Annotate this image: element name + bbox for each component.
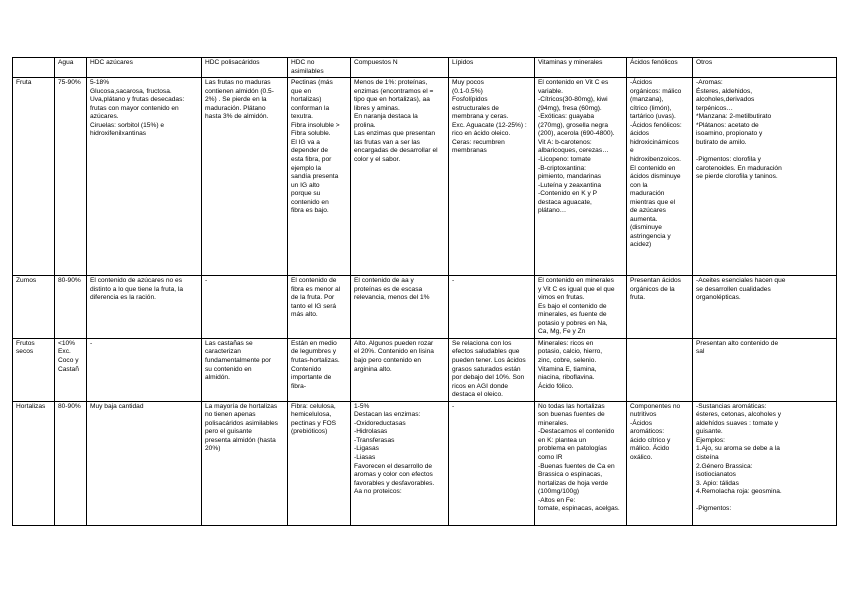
cell-line: Hortalizas xyxy=(16,402,46,410)
cell-line: membrana y ceras. xyxy=(452,113,509,121)
cell-line xyxy=(696,497,833,506)
header-cell-hdc-no-asimilables: HDC no asimilables xyxy=(288,58,351,78)
cell-line: isotiocianatos xyxy=(696,471,736,479)
cell-line: -Transferasas xyxy=(354,436,395,444)
cell-line: -Contenido en K y P xyxy=(538,190,598,198)
header-cell-otros: Otros xyxy=(693,58,837,78)
table-cell-fruta-vitaminas-minerales xyxy=(535,78,627,276)
cell-line: Brassica o espinacas, xyxy=(538,471,603,479)
cell-line: problema en patologías xyxy=(538,445,607,453)
table-cell-zumos-otros xyxy=(693,276,837,339)
cell-line: -Pigmentos: xyxy=(696,505,732,513)
table-cell-frutos-hdc-polisacaridos xyxy=(202,338,288,401)
cell-line: secos xyxy=(16,348,34,356)
table-cell-fruta-hdc-polisacaridos xyxy=(202,78,288,276)
cell-line: rico en ácido oleico. xyxy=(452,130,511,138)
cell-line: Muy pocos xyxy=(452,79,484,87)
cell-line: Alto. Algunos pueden rozar xyxy=(354,339,434,347)
cell-line: 80-90% xyxy=(58,277,81,285)
cell-line: acidez) xyxy=(630,241,652,249)
header-row xyxy=(13,58,837,78)
cell-line: Favorecen el desarrollo de xyxy=(354,462,433,470)
cell-line: Ácido fólico. xyxy=(538,382,574,390)
cell-line: Vitamina E, tiamina, xyxy=(538,365,597,373)
table-cell-zumos-acidos-fenolicos xyxy=(627,276,693,339)
cell-line: efectos saludables que xyxy=(452,348,520,356)
cell-line: enzimas (encontramos el = xyxy=(354,87,434,95)
header-cell-acidos-fenolicos: Ácidos fenólicos xyxy=(627,58,693,78)
cell-line xyxy=(630,340,689,349)
cell-line: El IG va a xyxy=(291,138,320,146)
cell-line: 20%) xyxy=(205,445,221,453)
table-cell-zumos-lipidos xyxy=(449,276,535,339)
cell-line: Muy baja cantidad xyxy=(90,402,144,410)
cell-line: hidroxicinámicos xyxy=(630,138,679,146)
cell-line: -Hidrolasas xyxy=(354,428,388,436)
cell-line: Uva,plátano y frutas desecadas: xyxy=(90,96,185,104)
cell-line: -Aceites esenciales hacen que xyxy=(696,277,786,285)
cell-line: -B-criptoxantina: xyxy=(538,164,587,172)
table-cell-frutos-hdc-azucares xyxy=(87,338,202,401)
header-cell-lipidos: Lípidos xyxy=(449,58,535,78)
cell-line: -Pigmentos: clorofila y xyxy=(696,156,761,164)
table-row-fruta xyxy=(13,78,837,276)
cell-line: variable. xyxy=(538,87,563,95)
cell-line: organolépticas. xyxy=(696,294,741,302)
cell-line: zinc, cobre, selenio. xyxy=(538,357,597,365)
cell-line: polisacáridos asimilables xyxy=(205,419,278,427)
table-cell-hortalizas-vitaminas-minerales xyxy=(535,401,627,525)
cell-line: El contenido en xyxy=(630,164,676,172)
cell-line: Coco y xyxy=(58,357,79,365)
table-cell-hortalizas-compuestos-n xyxy=(351,401,449,525)
cell-line: málico. Ácido xyxy=(630,445,670,453)
cell-line: 4.Remolacha roja: geosmina. xyxy=(696,488,782,496)
cell-line: 5-18% xyxy=(90,79,110,87)
cell-line: -Altos en Fe: xyxy=(538,496,576,504)
table-cell-zumos-hdc-polisacaridos xyxy=(202,276,288,339)
cell-line: pimiento, mandarinas xyxy=(538,173,602,181)
cell-line: de azúcares xyxy=(630,207,666,215)
cell-line: azúcares. xyxy=(90,113,119,121)
cell-line: proteínas es de escasa xyxy=(354,285,423,293)
cell-line: hasta 3% de almidón. xyxy=(205,113,269,121)
header-cell-empty xyxy=(13,58,55,78)
table-cell-fruta-hdc-no-asimilables xyxy=(288,78,351,276)
cell-line: orgánicos: málico xyxy=(630,87,682,95)
cell-line: potasio y pobres en Na, xyxy=(538,319,608,327)
cell-line: La mayoría de hortalizas xyxy=(205,402,278,410)
cell-line: frutas con mayor contenido en xyxy=(90,104,179,112)
cell-line: cisteína xyxy=(696,454,719,462)
cell-line: -Ácidos xyxy=(630,419,652,427)
cell-line xyxy=(696,147,833,156)
cell-line: Glucosa,sacarosa, fructosa. xyxy=(90,87,172,95)
table-cell-fruta-agua xyxy=(55,78,87,276)
table-cell-zumos-agua xyxy=(55,276,87,339)
cell-line: cítrico (limón), xyxy=(630,104,672,112)
cell-line: Componentes no xyxy=(630,402,681,410)
cell-line: -Buenas fuentes de Ca en xyxy=(538,462,615,470)
cell-line: más alto. xyxy=(291,311,318,319)
cell-line: -Liasas xyxy=(354,454,376,462)
cell-line: isoamino, propionato y xyxy=(696,130,763,138)
cell-line: 2.Género Brassica: xyxy=(696,462,753,470)
cell-line: El contenido de aa y xyxy=(354,277,414,285)
cell-line: Ciruelas: sorbitol (15%) e xyxy=(90,121,165,129)
cell-line: membranas xyxy=(452,147,487,155)
cell-line: -Ácidos xyxy=(630,79,652,87)
cell-line: - xyxy=(90,339,93,347)
table-cell-frutos-vitaminas-minerales xyxy=(535,338,627,401)
cell-line: hidroxibenzoicos. xyxy=(630,156,681,164)
cell-line: (200), acerola (690-4800). xyxy=(538,130,615,138)
cell-line: Fibra soluble. xyxy=(291,130,331,138)
cell-line: pero el guisante xyxy=(205,428,252,436)
table-row-frutos-secos xyxy=(13,338,837,401)
cell-line: plátano… xyxy=(538,207,567,215)
cell-line: -Destacamos el contenido xyxy=(538,428,615,436)
cell-line: distinto a lo que tiene la fruta, la xyxy=(90,285,184,293)
cell-line: pueden tener. Los ácidos xyxy=(452,357,526,365)
cell-line: caracterizan xyxy=(205,348,241,356)
cell-line: Fibra insoluble > xyxy=(291,121,340,129)
cell-line: Fruta xyxy=(16,79,32,87)
cell-line: alcoholes,derivados xyxy=(696,96,755,104)
cell-line: de legumbres y xyxy=(291,348,337,356)
cell-line: 75-90% xyxy=(58,79,81,87)
cell-line: -Cítricos(30-80mg), kiwi xyxy=(538,96,608,104)
cell-line: 80-90% xyxy=(58,402,81,410)
cell-line: pectinas y FOS xyxy=(291,419,337,427)
table-cell-fruta-lipidos xyxy=(449,78,535,276)
cell-line: tartárico (uvas). xyxy=(630,113,676,121)
table-cell-frutos-compuestos-n xyxy=(351,338,449,401)
cell-line: e xyxy=(630,147,634,155)
cell-line: orgánicos de la xyxy=(630,285,675,293)
cell-line: Las enzimas que presentan xyxy=(354,130,436,138)
cell-line: no tienen apenas xyxy=(205,411,256,419)
cell-line: aumenta. xyxy=(630,215,658,223)
cell-line: ésteres, cetonas, alcoholes y xyxy=(696,411,782,419)
cell-line: estructurales de xyxy=(452,104,499,112)
cell-line: ácidos xyxy=(630,130,650,138)
cell-line: ricos en AGI donde xyxy=(452,382,509,390)
cell-line: Están en medio xyxy=(291,339,337,347)
header-cell-hdc-azucares: HDC azúcares xyxy=(87,58,202,78)
cell-line: se desarrollen cualidades xyxy=(696,285,771,293)
cell-line: esta fibra, por xyxy=(291,156,332,164)
cell-line: conforman la xyxy=(291,104,330,112)
cell-line: como IR xyxy=(538,454,563,462)
table-cell-fruta-acidos-fenolicos xyxy=(627,78,693,276)
cell-line: libres y aminas. xyxy=(354,104,400,112)
cell-line: butirato de amilo. xyxy=(696,138,747,146)
table-cell-frutos-otros xyxy=(693,338,837,401)
cell-line: destaca aguacate, xyxy=(538,198,592,206)
cell-line: guisante. xyxy=(696,428,723,436)
table-cell-frutos-agua xyxy=(55,338,87,401)
table-cell-hortalizas-hdc-azucares xyxy=(87,401,202,525)
cell-line: tipo que en hortalizas), aa xyxy=(354,96,430,104)
cell-line: color y el sabor. xyxy=(354,156,401,164)
cell-line: Aa no proteicos: xyxy=(354,488,402,496)
cell-line: Ejemplos: xyxy=(696,436,725,444)
cell-line: porque su xyxy=(291,190,321,198)
cell-line: importante de xyxy=(291,374,332,382)
header-cell-hdc-polisacaridos: HDC polisacáridos xyxy=(202,58,288,78)
table-cell-zumos-hdc-no-asimilables xyxy=(288,276,351,339)
cell-line: minerales, es fuente de xyxy=(538,311,607,319)
cell-line: fundamentalmente por xyxy=(205,357,271,365)
cell-line: de la fruta. Por xyxy=(291,294,335,302)
cell-line: albaricoques, cerezas… xyxy=(538,147,609,155)
header-cell-vitaminas-minerales: Vitaminas y minerales xyxy=(535,58,627,78)
cell-line: prolina. xyxy=(354,121,376,129)
cell-line: -Ácidos fenólicos: xyxy=(630,121,682,129)
cell-line: -Sustancias aromáticas: xyxy=(696,402,767,410)
cell-line: El contenido en minerales xyxy=(538,277,614,285)
table-row-hortalizas xyxy=(13,401,837,525)
cell-line: 3. Apio: tálidas xyxy=(696,479,739,487)
cell-line: minerales. xyxy=(538,419,569,427)
table-cell-zumos-compuestos-n xyxy=(351,276,449,339)
cell-line: fruta. xyxy=(630,294,646,302)
cell-line: presenta almidón (hasta xyxy=(205,436,276,444)
cell-line: sandía presenta xyxy=(291,173,339,181)
cell-line: mientras que el xyxy=(630,198,676,206)
cell-line: hortalizas de hoja verde xyxy=(538,479,609,487)
cell-line: Contenido xyxy=(291,365,322,373)
cell-line: Las castañas se xyxy=(205,339,253,347)
table-cell-hortalizas-otros xyxy=(693,401,837,525)
cell-line: sal xyxy=(696,348,705,356)
cell-line: contenido en xyxy=(291,198,329,206)
table-cell-hortalizas-hdc-polisacaridos xyxy=(202,401,288,525)
table-cell-hortalizas-lipidos xyxy=(449,401,535,525)
cell-line: diferencia es la ración. xyxy=(90,294,156,302)
cell-line: carotenoides. En maduración xyxy=(696,164,782,172)
cell-line: vimos en frutas. xyxy=(538,294,585,302)
cell-line: frutas-hortalizas. xyxy=(291,357,340,365)
cell-line: un IG alto xyxy=(291,181,320,189)
cell-line: *Manzana: 2-metilbutirato xyxy=(696,113,772,121)
cell-line: con la xyxy=(630,181,648,189)
cell-line: depender de xyxy=(291,147,329,155)
header-cell-compuestos-n: Compuestos N xyxy=(351,58,449,78)
cell-line: El contenido en Vit C es xyxy=(538,79,609,87)
table-cell-fruta-compuestos-n xyxy=(351,78,449,276)
cell-line: -Licopeno: tomate xyxy=(538,156,591,164)
cell-line: *Plátanos: acetato de xyxy=(696,121,759,129)
cell-line: Pectinas (más xyxy=(291,79,333,87)
table-cell-fruta-hdc-azucares xyxy=(87,78,202,276)
table-cell-frutos-lipidos xyxy=(449,338,535,401)
table-cell-zumos-vitaminas-minerales xyxy=(535,276,627,339)
cell-line: ácidos disminuye xyxy=(630,173,681,181)
cell-line: Minerales: ricos en xyxy=(538,339,594,347)
cell-line: Castañ xyxy=(58,365,79,373)
cell-line: que en xyxy=(291,87,312,95)
cell-line: Las frutas no maduras xyxy=(205,79,271,87)
cell-line: fibra es bajo. xyxy=(291,207,329,215)
cell-line: (disminuye xyxy=(630,224,662,232)
cell-line: en K: plantea un xyxy=(538,436,587,444)
cell-line: encargadas de desarrollar el xyxy=(354,147,438,155)
cell-line: Ceras: recumbren xyxy=(452,138,505,146)
cell-line: Ésteres, aldehidos, xyxy=(696,87,753,95)
cell-line: Fibra: celulosa, xyxy=(291,402,336,410)
cell-line: - xyxy=(452,277,455,285)
table-cell-zumos-hdc-azucares xyxy=(87,276,202,339)
cell-line: aldehídos suaves : tomate y xyxy=(696,419,779,427)
cell-line: hortalizas) xyxy=(291,96,322,104)
table-cell-fruta-category xyxy=(13,78,55,276)
cell-line: destaca el oleico. xyxy=(452,391,503,399)
cell-line: bajo pero contenido en xyxy=(354,357,422,365)
cell-line: hidroxifenilxantinas xyxy=(90,130,147,138)
cell-line: fibra- xyxy=(291,382,307,390)
cell-line: En naranja destaca la xyxy=(354,113,418,121)
cell-line: niacina, riboflavina. xyxy=(538,374,595,382)
cell-line: favorables y desfavorables. xyxy=(354,479,435,487)
cell-line: tanto el IG será xyxy=(291,302,337,310)
cell-line: - xyxy=(452,402,455,410)
cell-line: 2%) . Se pierde en la xyxy=(205,96,267,104)
cell-line: relevancia, menos del 1% xyxy=(354,294,430,302)
cell-line: 1-5% xyxy=(354,402,370,410)
cell-line: (prebióticos) xyxy=(291,428,328,436)
cell-line: Frutos xyxy=(16,339,35,347)
cell-line: su contenido en xyxy=(205,365,252,373)
cell-line: el 20%. Contenido en lisina xyxy=(354,348,434,356)
cell-line: -Ligasas xyxy=(354,445,379,453)
table-cell-hortalizas-hdc-no-asimilables xyxy=(288,401,351,525)
cell-line: El contenido de xyxy=(291,277,337,285)
cell-line: nutritivos xyxy=(630,411,657,419)
table-cell-frutos-category xyxy=(13,338,55,401)
cell-line: (0.1-0.5%) xyxy=(452,87,483,95)
cell-line: Fosfolípidos xyxy=(452,96,488,104)
table-cell-hortalizas-category xyxy=(13,401,55,525)
cell-line: ácido cítrico y xyxy=(630,436,671,444)
cell-line: Ca, Mg, Fe y Zn xyxy=(538,328,586,336)
cell-line: maduración xyxy=(630,190,665,198)
cell-line: No todas las hortalizas xyxy=(538,402,605,410)
nutrition-table xyxy=(12,57,837,526)
table-cell-zumos-category xyxy=(13,276,55,339)
cell-line: Es bajo el contenido de xyxy=(538,302,607,310)
cell-line: aromáticos: xyxy=(630,428,665,436)
cell-line: -Oxidoreductasas xyxy=(354,419,406,427)
cell-line: terpénicos… xyxy=(696,104,734,112)
cell-line: potasio, calcio, hierro, xyxy=(538,348,603,356)
table-cell-frutos-hdc-no-asimilables xyxy=(288,338,351,401)
cell-line: - xyxy=(205,277,208,285)
cell-line: (270mg), grosella negra xyxy=(538,121,609,129)
cell-line: son buenas fuentes de xyxy=(538,411,605,419)
cell-line: Exc. Aguacate (12-25%) : xyxy=(452,121,527,129)
cell-line: contienen almidón (0.5- xyxy=(205,87,274,95)
cell-line: <10% xyxy=(58,339,76,347)
cell-line: Destacan las enzimas: xyxy=(354,411,421,419)
cell-line: por debajo del 10%. Son xyxy=(452,374,525,382)
cell-line: (94mg), fresa (60mg). xyxy=(538,104,602,112)
table-cell-hortalizas-acidos-fenolicos xyxy=(627,401,693,525)
cell-line: 1.Ajo, su aroma se debe a la xyxy=(696,445,780,453)
cell-line: -Aromas: xyxy=(696,79,723,87)
table-cell-fruta-otros xyxy=(693,78,837,276)
cell-line: las frutas van a ser las xyxy=(354,138,420,146)
cell-line: Vit A: b-carotenos: xyxy=(538,138,592,146)
cell-line: -Exóticas: guayaba xyxy=(538,113,595,121)
cell-line: fibra es menor al xyxy=(291,285,341,293)
cell-line: ejemplo la xyxy=(291,164,322,172)
cell-line: grasos saturados están xyxy=(452,365,521,373)
table-row-zumos xyxy=(13,276,837,339)
cell-line: Presentan ácidos xyxy=(630,277,681,285)
cell-line: (manzana), xyxy=(630,96,664,104)
cell-line: El contenido de azúcares no es xyxy=(90,277,183,285)
cell-line: arginina alto. xyxy=(354,365,392,373)
cell-line: Se relaciona con los xyxy=(452,339,512,347)
cell-line: astringencia y xyxy=(630,232,671,240)
cell-line: oxálico. xyxy=(630,454,653,462)
cell-line: Presentan alto contenido de xyxy=(696,339,779,347)
cell-line: tomate, espinacas, acelgas. xyxy=(538,505,620,513)
cell-line: maduración. Plátano xyxy=(205,104,266,112)
cell-line: hemicelulosa, xyxy=(291,411,332,419)
cell-line: (100mg/100g) xyxy=(538,488,580,496)
cell-line: y Vit C es igual que el que xyxy=(538,285,615,293)
cell-line: Zumos xyxy=(16,277,37,285)
table-cell-frutos-acidos-fenolicos xyxy=(627,338,693,401)
cell-line: texutra. xyxy=(291,113,313,121)
cell-line: aromas y color con efectos xyxy=(354,471,433,479)
cell-line: Exc. xyxy=(58,348,71,356)
cell-line: Menos de 1%: proteínas, xyxy=(354,79,428,87)
header-cell-agua: Agua xyxy=(55,58,87,78)
cell-line: almidón. xyxy=(205,374,230,382)
table-cell-hortalizas-agua xyxy=(55,401,87,525)
cell-line: -Luteína y zeaxantina xyxy=(538,181,602,189)
cell-line: se pierde clorofila y taninos. xyxy=(696,173,778,181)
